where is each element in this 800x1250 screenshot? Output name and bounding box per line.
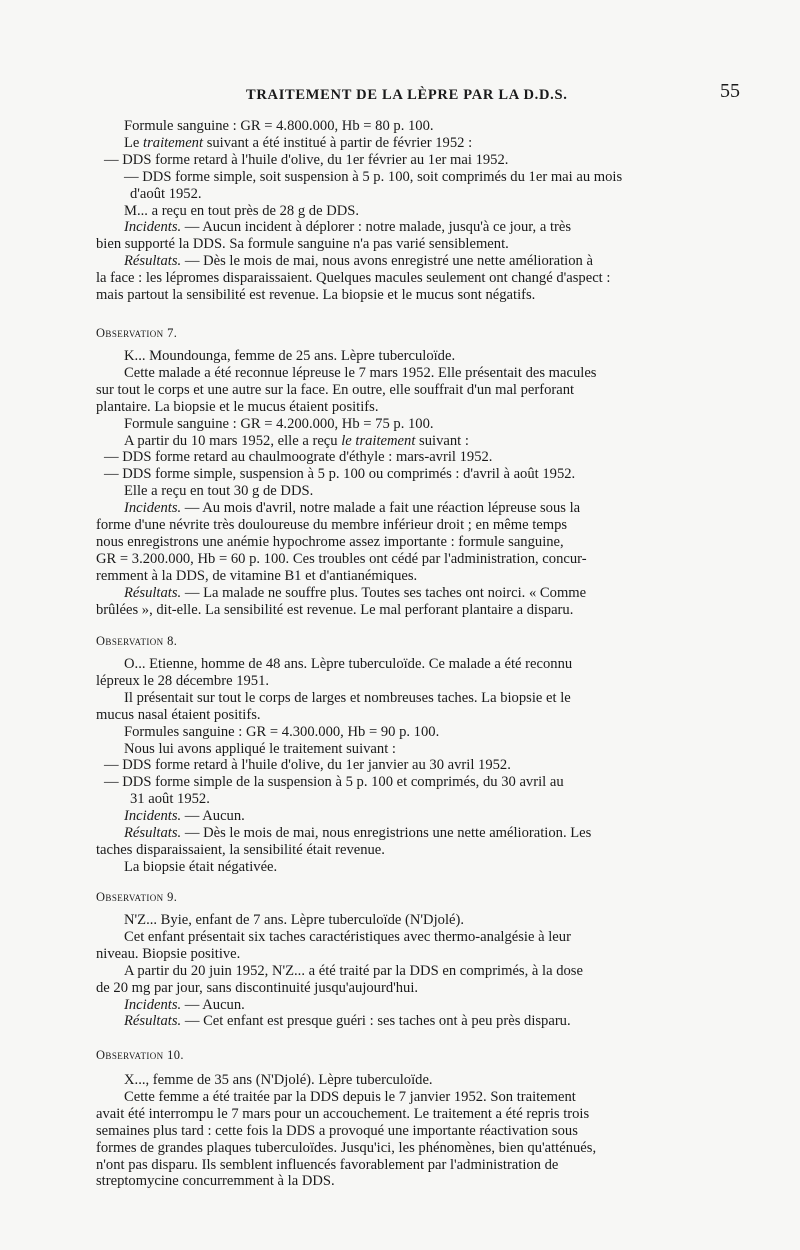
text-line: mucus nasal étaient positifs. xyxy=(96,706,261,723)
text-line: Formule sanguine : GR = 4.200.000, Hb = 75 p. 100. xyxy=(124,415,434,432)
text-line: Formule sanguine : GR = 4.800.000, Hb = 80 p. 100. xyxy=(124,118,434,134)
text-line: — DDS forme retard à l'huile d'olive, du 1er février au 1er mai 1952. xyxy=(104,151,509,168)
section-heading: Observation 10. xyxy=(96,1048,184,1062)
section-heading: Observation 8. xyxy=(96,634,178,648)
text-line: Formules sanguine : GR = 4.300.000, Hb = 90 p. 100. xyxy=(124,723,440,740)
text-line: n'ont pas disparu. Ils semblent influencés favorablement par l'administration de xyxy=(96,1156,559,1173)
text-line: de 20 mg par jour, sans discontinuité jusqu'aujourd'hui. xyxy=(96,979,419,996)
text-line: brûlées », dit-elle. La sensibilité est revenue. Le mal perforant plantaire a disparu. xyxy=(96,601,574,618)
text-line: GR = 3.200.000, Hb = 60 p. 100. Ces troubles ont cédé par l'administration, concur- xyxy=(96,550,587,567)
running-header xyxy=(96,80,740,106)
observation-8 xyxy=(96,656,741,876)
text-line: Cette femme a été traitée par la DDS depuis le 7 janvier 1952. Son traitement xyxy=(124,1088,576,1105)
text-line: La biopsie était négativée. xyxy=(124,858,278,875)
text-line: K... Moundounga, femme de 25 ans. Lèpre tuberculoïde. xyxy=(124,348,456,364)
text-line: Cet enfant présentait six taches caractéristiques avec thermo-analgésie à leur xyxy=(124,928,571,945)
text-line: 31 août 1952. xyxy=(130,791,210,808)
text-line: Résultats. — La malade ne souffre plus. Toutes ses taches ont noirci. « Comme xyxy=(124,584,587,601)
page-number: 55 xyxy=(720,80,740,102)
section-heading: Observation 9. xyxy=(96,890,178,904)
text-line: — DDS forme retard au chaulmoograte d'éthyle : mars-avril 1952. xyxy=(104,449,493,466)
text-line: la face : les lépromes disparaissaient. Quelques macules seulement ont changé d'aspect : xyxy=(96,270,611,287)
text-line: semaines plus tard : cette fois la DDS a provoqué une importante réactivation sous xyxy=(96,1122,578,1139)
text-line: niveau. Biopsie positive. xyxy=(96,945,241,962)
text-line: — DDS forme retard à l'huile d'olive, du 1er janvier au 30 avril 1952. xyxy=(104,757,511,774)
text-line: Incidents. — Au mois d'avril, notre malade a fait une réaction lépreuse sous la xyxy=(124,500,581,517)
text-line: lépreux le 28 décembre 1951. xyxy=(96,672,270,689)
text-line: Incidents. — Aucun. xyxy=(124,996,245,1013)
text-line: Résultats. — Cet enfant est presque guéri : ses taches ont à peu près disparu. xyxy=(124,1013,571,1030)
text-line: Elle a reçu en tout 30 g de DDS. xyxy=(124,483,314,500)
text-line: — DDS forme simple, soit suspension à 5 p. 100, soit comprimés du 1er mai au mois xyxy=(124,168,623,185)
text-line: formes de grandes plaques tuberculoïdes. Jusqu'ici, les phénomènes, bien qu'atténués, xyxy=(96,1139,597,1156)
text-line: taches disparaissaient, la sensibilité était revenue. xyxy=(96,841,385,858)
text-line: nous enregistrons une anémie hypochrome assez importante : formule sanguine, xyxy=(96,533,564,550)
text-line: avait été interrompu le 7 mars pour un accouchement. Le traitement a été repris trois xyxy=(96,1105,590,1122)
text-line: d'août 1952. xyxy=(130,185,202,202)
text-line: Le traitement suivant a été institué à partir de février 1952 : xyxy=(124,134,473,151)
text-line: sur tout le corps et une autre sur la face. En outre, elle souffrait d'un mal perforant xyxy=(96,381,575,398)
text-line: mais partout la sensibilité est revenue. La biopsie et le mucus sont négatifs. xyxy=(96,287,536,304)
text-line: A partir du 10 mars 1952, elle a reçu le traitement suivant : xyxy=(124,432,469,449)
text-line: X..., femme de 35 ans (N'Djolé). Lèpre tuberculoïde. xyxy=(124,1072,433,1088)
text-line: Cette malade a été reconnue lépreuse le 7 mars 1952. Elle présentait des macules xyxy=(124,364,597,381)
text-line: streptomycine concurremment à la DDS. xyxy=(96,1173,335,1190)
text-line: M... a reçu en tout près de 28 g de DDS. xyxy=(124,202,360,219)
text-line: N'Z... Byie, enfant de 7 ans. Lèpre tuberculoïde (N'Djolé). xyxy=(124,912,464,928)
text-line: Il présentait sur tout le corps de larges et nombreuses taches. La biopsie et le xyxy=(124,689,571,706)
text-line: A partir du 20 juin 1952, N'Z... a été traité par la DDS en comprimés, à la dose xyxy=(124,962,583,979)
text-line: forme d'une névrite très douloureuse du membre inférieur droit ; en même temps xyxy=(96,517,568,534)
text-line: bien supporté la DDS. Sa formule sanguine n'a pas varié sensiblement. xyxy=(96,236,509,253)
text-line: Nous lui avons appliqué le traitement suivant : xyxy=(124,740,396,757)
observation-10 xyxy=(96,1072,741,1190)
observation-6-continued xyxy=(96,118,741,304)
text-line: — DDS forme simple de la suspension à 5 p. 100 et comprimés, du 30 avril au xyxy=(104,774,564,791)
text-line: O... Etienne, homme de 48 ans. Lèpre tuberculoïde. Ce malade a été reconnu xyxy=(124,656,573,672)
text-line: Incidents. — Aucun incident à déplorer : notre malade, jusqu'à ce jour, a très xyxy=(124,219,572,236)
text-line: — DDS forme simple, suspension à 5 p. 100 ou comprimés : d'avril à août 1952. xyxy=(104,466,576,483)
observation-9 xyxy=(96,912,741,1030)
section-heading: Observation 7. xyxy=(96,326,178,340)
text-line: plantaire. La biopsie et le mucus étaient positifs. xyxy=(96,398,379,415)
text-line: Incidents. — Aucun. xyxy=(124,808,245,825)
text-line: Résultats. — Dès le mois de mai, nous enregistrions une nette amélioration. Les xyxy=(124,825,592,842)
running-title: TRAITEMENT DE LA LÈPRE PAR LA D.D.S. xyxy=(246,87,568,103)
text-line: Résultats. — Dès le mois de mai, nous avons enregistré une nette amélioration à xyxy=(124,253,593,270)
observation-7 xyxy=(96,348,741,619)
text-line: remment à la DDS, de vitamine B1 et d'antianémiques. xyxy=(96,567,418,584)
